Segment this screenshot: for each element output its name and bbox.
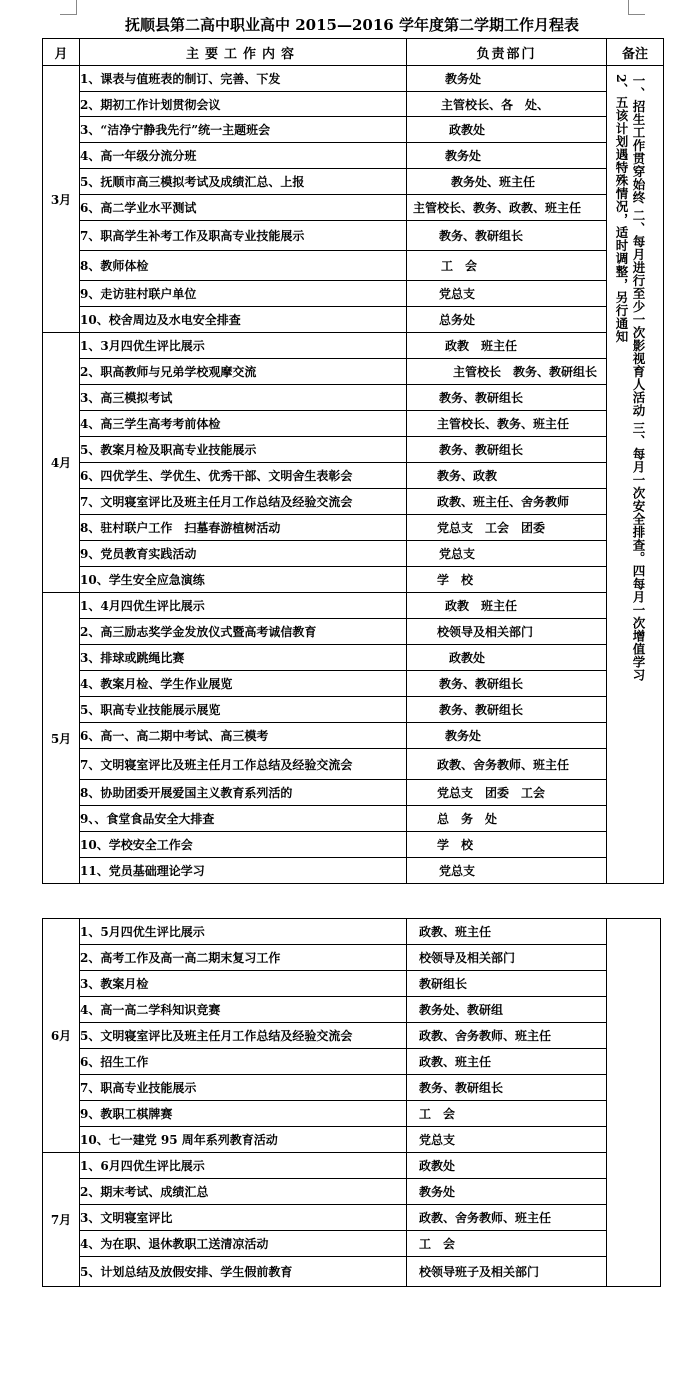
table-row xyxy=(43,919,661,945)
table-row xyxy=(43,307,664,333)
responsible-dept: 教务、教研组长 xyxy=(407,671,607,697)
task-content: 1、3月四优生评比展示 xyxy=(80,333,407,359)
responsible-dept: 主管校长、各 处、 xyxy=(407,92,607,117)
task-content: 10、校舍周边及水电安全排查 xyxy=(80,307,407,333)
table-row xyxy=(43,385,664,411)
responsible-dept: 工 会 xyxy=(407,1231,607,1257)
table-row xyxy=(43,806,664,832)
header-month: 月 xyxy=(43,39,80,66)
task-content: 7、文明寝室评比及班主任月工作总结及经验交流会 xyxy=(80,489,407,515)
task-content: 9、党员教育实践活动 xyxy=(80,541,407,567)
table-row xyxy=(43,697,664,723)
table-row xyxy=(43,515,664,541)
task-content: 1、4月四优生评比展示 xyxy=(80,593,407,619)
task-content: 1、6月四优生评比展示 xyxy=(80,1153,407,1179)
header-content: 主要工作内容 xyxy=(80,39,407,66)
table-row xyxy=(43,437,664,463)
responsible-dept: 政教、舍务教师、班主任 xyxy=(407,1023,607,1049)
task-content: 2、高三励志奖学金发放仪式暨高考诚信教育 xyxy=(80,619,407,645)
task-content: 11、党员基础理论学习 xyxy=(80,858,407,884)
header-row xyxy=(43,39,664,66)
responsible-dept: 党总支 工会 团委 xyxy=(407,515,607,541)
notes-cell xyxy=(607,66,664,884)
table-row xyxy=(43,1101,661,1127)
table-row xyxy=(43,593,664,619)
task-content: 9、、食堂食品安全大排查 xyxy=(80,806,407,832)
responsible-dept: 学 校 xyxy=(407,567,607,593)
task-content: 4、高一年级分流分班 xyxy=(80,143,407,169)
responsible-dept: 政教、班主任 xyxy=(407,1049,607,1075)
month-cell: 7月 xyxy=(43,1153,80,1287)
month-cell: 5月 xyxy=(43,593,80,884)
responsible-dept: 总 务 处 xyxy=(407,806,607,832)
responsible-dept: 政教、班主任、舍务教师 xyxy=(407,489,607,515)
header-notes: 备注 xyxy=(607,39,664,66)
responsible-dept: 政教、舍务教师、班主任 xyxy=(407,1205,607,1231)
table-row xyxy=(43,463,664,489)
table-row xyxy=(43,997,661,1023)
responsible-dept: 政教处 xyxy=(407,1153,607,1179)
responsible-dept: 主管校长、教务、政教、班主任 xyxy=(407,195,607,221)
task-content: 7、职高专业技能展示 xyxy=(80,1075,407,1101)
task-content: 8、教师体检 xyxy=(80,251,407,281)
table-row xyxy=(43,251,664,281)
schedule-body-bottom xyxy=(43,919,661,1287)
table-row xyxy=(43,281,664,307)
table-row xyxy=(43,1179,661,1205)
task-content: 10、学生安全应急演练 xyxy=(80,567,407,593)
task-content: 3、文明寝室评比 xyxy=(80,1205,407,1231)
table-row xyxy=(43,221,664,251)
notes-wrap xyxy=(607,74,663,884)
responsible-dept: 校领导及相关部门 xyxy=(407,619,607,645)
task-content: 5、文明寝室评比及班主任月工作总结及经验交流会 xyxy=(80,1023,407,1049)
month-cell: 3月 xyxy=(43,66,80,333)
page-title: 抚顺县第二高中职业高中 2015—2016 学年度第二学期工作月程表 xyxy=(125,16,579,34)
month-cell: 4月 xyxy=(43,333,80,593)
responsible-dept: 教研组长 xyxy=(407,971,607,997)
task-content: 8、协助团委开展爱国主义教育系列活的 xyxy=(80,780,407,806)
table-row xyxy=(43,411,664,437)
table-row xyxy=(43,671,664,697)
table-row xyxy=(43,1205,661,1231)
responsible-dept: 教务、教研组长 xyxy=(407,1075,607,1101)
task-content: 6、高一、高二期中考试、高三模考 xyxy=(80,723,407,749)
responsible-dept: 教务处、班主任 xyxy=(407,169,607,195)
task-content: 6、四优学生、学优生、优秀干部、文明舍生表彰会 xyxy=(80,463,407,489)
table-row xyxy=(43,971,661,997)
note-line-1: 一、招生工作贯穿始终 二、每月进行至少一次影视育人活动 三、每月一次安全排查。四每月一次增值学习 xyxy=(631,74,646,682)
task-content: 3、教案月检 xyxy=(80,971,407,997)
task-content: 5、职高专业技能展示展览 xyxy=(80,697,407,723)
task-content: 1、课表与值班表的制订、完善、下发 xyxy=(80,66,407,92)
table-row xyxy=(43,92,664,117)
task-content: 9、教职工棋牌赛 xyxy=(80,1101,407,1127)
table-row xyxy=(43,333,664,359)
task-content: 4、高一高二学科知识竞赛 xyxy=(80,997,407,1023)
table-row xyxy=(43,1257,661,1287)
task-content: 6、高二学业水平测试 xyxy=(80,195,407,221)
table-row xyxy=(43,832,664,858)
header-dept: 负责部门 xyxy=(407,39,607,66)
table-row xyxy=(43,1075,661,1101)
table-row xyxy=(43,359,664,385)
responsible-dept: 政教 班主任 xyxy=(407,593,607,619)
schedule-body-top xyxy=(43,66,664,884)
table-row xyxy=(43,619,664,645)
table-row xyxy=(43,1153,661,1179)
table-row xyxy=(43,1127,661,1153)
task-content: 5、教案月检及职高专业技能展示 xyxy=(80,437,407,463)
table-row xyxy=(43,567,664,593)
table-row xyxy=(43,1023,661,1049)
task-content: 4、高三学生高考考前体检 xyxy=(80,411,407,437)
schedule-table-top xyxy=(42,38,664,884)
table-row xyxy=(43,1231,661,1257)
note-line-2: 2、五该计划遇特殊情况，适时调整，另行通知 xyxy=(614,74,629,344)
task-content: 10、学校安全工作会 xyxy=(80,832,407,858)
task-content: 3、高三模拟考试 xyxy=(80,385,407,411)
task-content: 10、七一建党 95 周年系列教育活动 xyxy=(80,1127,407,1153)
task-content: 6、招生工作 xyxy=(80,1049,407,1075)
responsible-dept: 教务、教研组长 xyxy=(407,437,607,463)
task-content: 8、驻村联户工作 扫墓春游植树活动 xyxy=(80,515,407,541)
task-content: 3、“洁净宁静我先行”统一主题班会 xyxy=(80,117,407,143)
table-row xyxy=(43,169,664,195)
responsible-dept: 党总支 xyxy=(407,541,607,567)
month-cell: 6月 xyxy=(43,919,80,1153)
task-content: 2、高考工作及高一高二期末复习工作 xyxy=(80,945,407,971)
responsible-dept: 政教处 xyxy=(407,645,607,671)
responsible-dept: 学 校 xyxy=(407,832,607,858)
responsible-dept: 政教处 xyxy=(407,117,607,143)
table-row xyxy=(43,749,664,780)
table-row xyxy=(43,117,664,143)
task-content: 7、文明寝室评比及班主任月工作总结及经验交流会 xyxy=(80,749,407,780)
responsible-dept: 党总支 团委 工会 xyxy=(407,780,607,806)
responsible-dept: 主管校长 教务、教研组长 xyxy=(407,359,607,385)
task-content: 4、教案月检、学生作业展览 xyxy=(80,671,407,697)
responsible-dept: 工 会 xyxy=(407,251,607,281)
table-row xyxy=(43,858,664,884)
table-row xyxy=(43,645,664,671)
task-content: 2、期末考试、成绩汇总 xyxy=(80,1179,407,1205)
responsible-dept: 教务、政教 xyxy=(407,463,607,489)
responsible-dept: 工 会 xyxy=(407,1101,607,1127)
responsible-dept: 教务处 xyxy=(407,143,607,169)
table-row xyxy=(43,945,661,971)
responsible-dept: 政教、班主任 xyxy=(407,919,607,945)
responsible-dept: 党总支 xyxy=(407,858,607,884)
responsible-dept: 校领导及相关部门 xyxy=(407,945,607,971)
task-content: 1、5月四优生评比展示 xyxy=(80,919,407,945)
responsible-dept: 教务处、教研组 xyxy=(407,997,607,1023)
corner-crop-mark-right xyxy=(628,0,645,15)
responsible-dept: 校领导班子及相关部门 xyxy=(407,1257,607,1287)
task-content: 3、排球或跳绳比赛 xyxy=(80,645,407,671)
task-content: 5、计划总结及放假安排、学生假前教育 xyxy=(80,1257,407,1287)
table-row xyxy=(43,541,664,567)
schedule-table-bottom xyxy=(42,918,661,1287)
responsible-dept: 教务处 xyxy=(407,1179,607,1205)
task-content: 2、职高教师与兄弟学校观摩交流 xyxy=(80,359,407,385)
responsible-dept: 教务、教研组长 xyxy=(407,221,607,251)
responsible-dept: 教务处 xyxy=(407,66,607,92)
responsible-dept: 教务、教研组长 xyxy=(407,697,607,723)
task-content: 5、抚顺市高三模拟考试及成绩汇总、上报 xyxy=(80,169,407,195)
responsible-dept: 教务处 xyxy=(407,723,607,749)
table-row xyxy=(43,66,664,92)
responsible-dept: 政教、舍务教师、班主任 xyxy=(407,749,607,780)
corner-crop-mark-left xyxy=(60,0,77,15)
table-row xyxy=(43,195,664,221)
responsible-dept: 总务处 xyxy=(407,307,607,333)
task-content: 4、为在职、退休教职工送清凉活动 xyxy=(80,1231,407,1257)
notes-cell xyxy=(607,919,661,1287)
table-row xyxy=(43,1049,661,1075)
task-content: 2、期初工作计划贯彻会议 xyxy=(80,92,407,117)
responsible-dept: 教务、教研组长 xyxy=(407,385,607,411)
table-row xyxy=(43,780,664,806)
table-row xyxy=(43,723,664,749)
responsible-dept: 政教 班主任 xyxy=(407,333,607,359)
table-row xyxy=(43,143,664,169)
task-content: 7、职高学生补考工作及职高专业技能展示 xyxy=(80,221,407,251)
table-row xyxy=(43,489,664,515)
responsible-dept: 党总支 xyxy=(407,1127,607,1153)
task-content: 9、走访驻村联户单位 xyxy=(80,281,407,307)
responsible-dept: 主管校长、教务、班主任 xyxy=(407,411,607,437)
responsible-dept: 党总支 xyxy=(407,281,607,307)
